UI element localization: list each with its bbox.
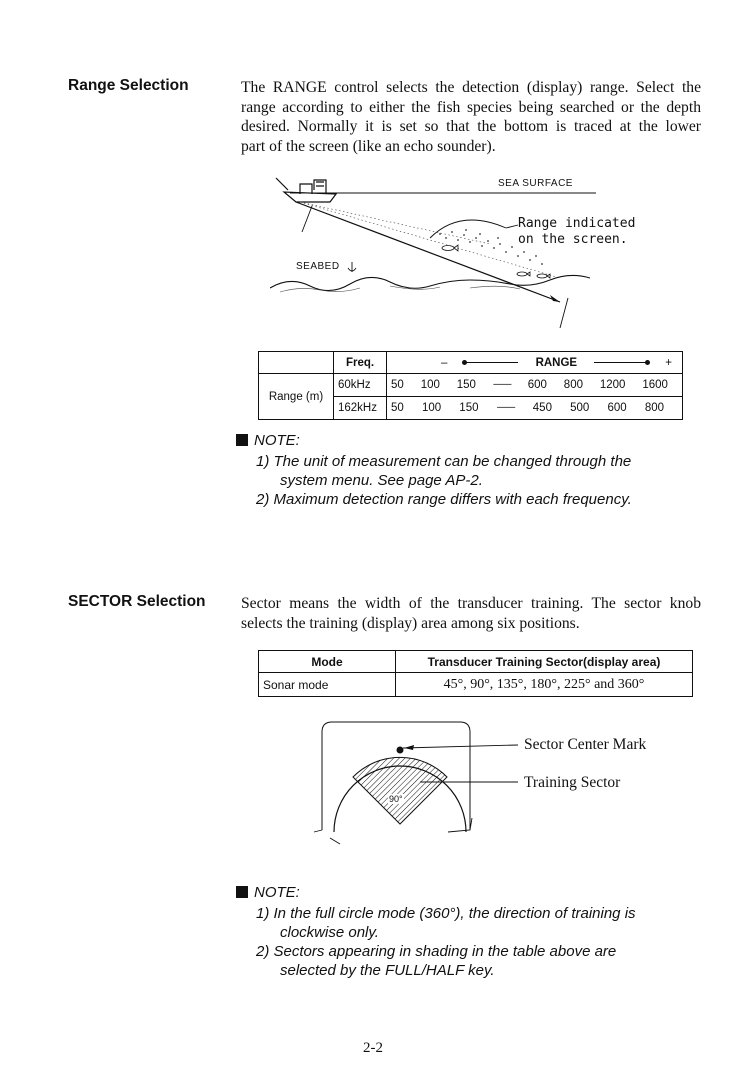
note-heading xyxy=(236,432,696,449)
note-item xyxy=(256,490,696,509)
range-value: 100 xyxy=(420,379,440,391)
freq-cell: 60kHz xyxy=(334,374,387,397)
paragraph-line: part of the screen (like an echo sounder). xyxy=(241,137,496,155)
seabed-marker-icon xyxy=(348,262,356,272)
range-values-row xyxy=(387,397,683,420)
range-leader xyxy=(430,220,506,238)
training-sector-shape xyxy=(353,757,447,824)
range-indicated-label xyxy=(518,216,635,248)
range-paragraph xyxy=(241,78,701,156)
freq-header: Freq. xyxy=(334,352,387,374)
note-title: NOTE: xyxy=(254,884,300,901)
paragraph-line: desired. Normally it is set so that the bottom is traced at the lower xyxy=(241,118,701,135)
range-table xyxy=(258,351,683,420)
range-value: 100 xyxy=(421,402,442,414)
training-sector-label: Training Sector xyxy=(524,774,621,791)
range-value: --------- xyxy=(492,379,511,389)
range-value: 150 xyxy=(456,379,476,391)
sector-table xyxy=(258,650,693,697)
sector-section-heading: SECTOR Selection xyxy=(68,593,206,610)
range-leader xyxy=(506,225,518,228)
range-plus: + xyxy=(665,356,672,369)
freq-cell: 162kHz xyxy=(334,397,387,420)
range-diagram-svg xyxy=(270,168,670,338)
range-header-cell xyxy=(387,352,683,374)
paragraph-line: range according to either the fish species being searched or the depth xyxy=(241,98,701,116)
note-item-continuation: system menu. See page AP-2. xyxy=(280,472,483,489)
range-value: 150 xyxy=(459,402,479,414)
frame-detail xyxy=(314,830,340,844)
sea-surface-label: SEA SURFACE xyxy=(498,178,573,189)
sector-value: 45°, 90°, 135°, 180°, 225° and 360° xyxy=(396,673,693,697)
note-text: In the full circle mode (360°), the direction of training is xyxy=(273,905,636,922)
sector-note xyxy=(236,884,696,980)
note-number: 2) xyxy=(256,943,270,960)
mode-value: Sonar mode xyxy=(259,673,396,697)
sector-header: Transducer Training Sector(display area) xyxy=(396,651,693,673)
note-text: The unit of measurement can be changed through the xyxy=(273,453,632,470)
note-item xyxy=(256,904,696,923)
range-value: 800 xyxy=(644,402,664,414)
range-table-empty-cell xyxy=(259,352,334,374)
seabed-label: SEABED xyxy=(296,261,340,272)
fish-icon xyxy=(442,245,550,278)
leader-line xyxy=(302,206,312,232)
note-text: Sectors appearing in shading in the table above are xyxy=(273,943,617,960)
range-header: RANGE xyxy=(535,356,578,369)
sector-center-mark-label: Sector Center Mark xyxy=(524,736,647,753)
note-item-continuation: clockwise only. xyxy=(280,924,379,941)
leader-line xyxy=(560,298,568,328)
note-item xyxy=(256,942,696,961)
note-bullet-icon xyxy=(236,434,248,446)
range-value: 600 xyxy=(527,379,547,391)
range-label-line: on the screen. xyxy=(518,232,628,247)
range-label-line: Range indicated xyxy=(518,216,636,231)
arrow-left-icon xyxy=(464,362,518,363)
range-section-heading: Range Selection xyxy=(68,77,189,94)
range-value: 800 xyxy=(563,379,583,391)
note-item-continuation: selected by the FULL/HALF key. xyxy=(280,962,495,979)
range-value: 50 xyxy=(391,402,404,414)
note-number: 1) xyxy=(256,453,270,470)
range-value: 450 xyxy=(532,402,552,414)
note-item xyxy=(256,452,696,471)
range-value: 1600 xyxy=(642,379,668,391)
sector-center-mark-icon xyxy=(397,747,404,754)
mode-header: Mode xyxy=(259,651,396,673)
note-heading xyxy=(236,884,696,901)
note-title: NOTE: xyxy=(254,432,300,449)
center-mark-leader xyxy=(403,745,518,748)
range-values-row xyxy=(387,374,683,397)
range-value: 500 xyxy=(570,402,590,414)
range-minus: – xyxy=(441,356,448,369)
range-value: 600 xyxy=(607,402,627,414)
boat-icon xyxy=(276,178,336,202)
range-value: --------- xyxy=(496,402,515,412)
sector-paragraph xyxy=(241,594,701,633)
range-row-label: Range (m) xyxy=(259,374,334,420)
paragraph-line: Sector means the width of the transducer training. The sector knob xyxy=(241,595,701,612)
note-number: 1) xyxy=(256,905,270,922)
note-bullet-icon xyxy=(236,886,248,898)
arrow-right-icon xyxy=(594,362,648,363)
range-value: 1200 xyxy=(599,379,626,391)
beam-edge xyxy=(300,202,490,244)
page-number: 2-2 xyxy=(363,1040,383,1056)
frame-detail xyxy=(448,818,472,832)
seabed-texture xyxy=(280,286,520,292)
paragraph-line: selects the training (display) area among six positions. xyxy=(241,614,580,632)
range-note xyxy=(236,432,696,509)
note-text: Maximum detection range differs with each frequency. xyxy=(273,491,632,508)
sector-diagram xyxy=(300,718,680,848)
sector-angle-label: 90° xyxy=(389,794,403,804)
range-value: 50 xyxy=(391,379,404,391)
note-number: 2) xyxy=(256,491,270,508)
paragraph-line: The RANGE control selects the detection (display) range. Select the xyxy=(241,79,701,96)
range-diagram xyxy=(270,168,670,338)
